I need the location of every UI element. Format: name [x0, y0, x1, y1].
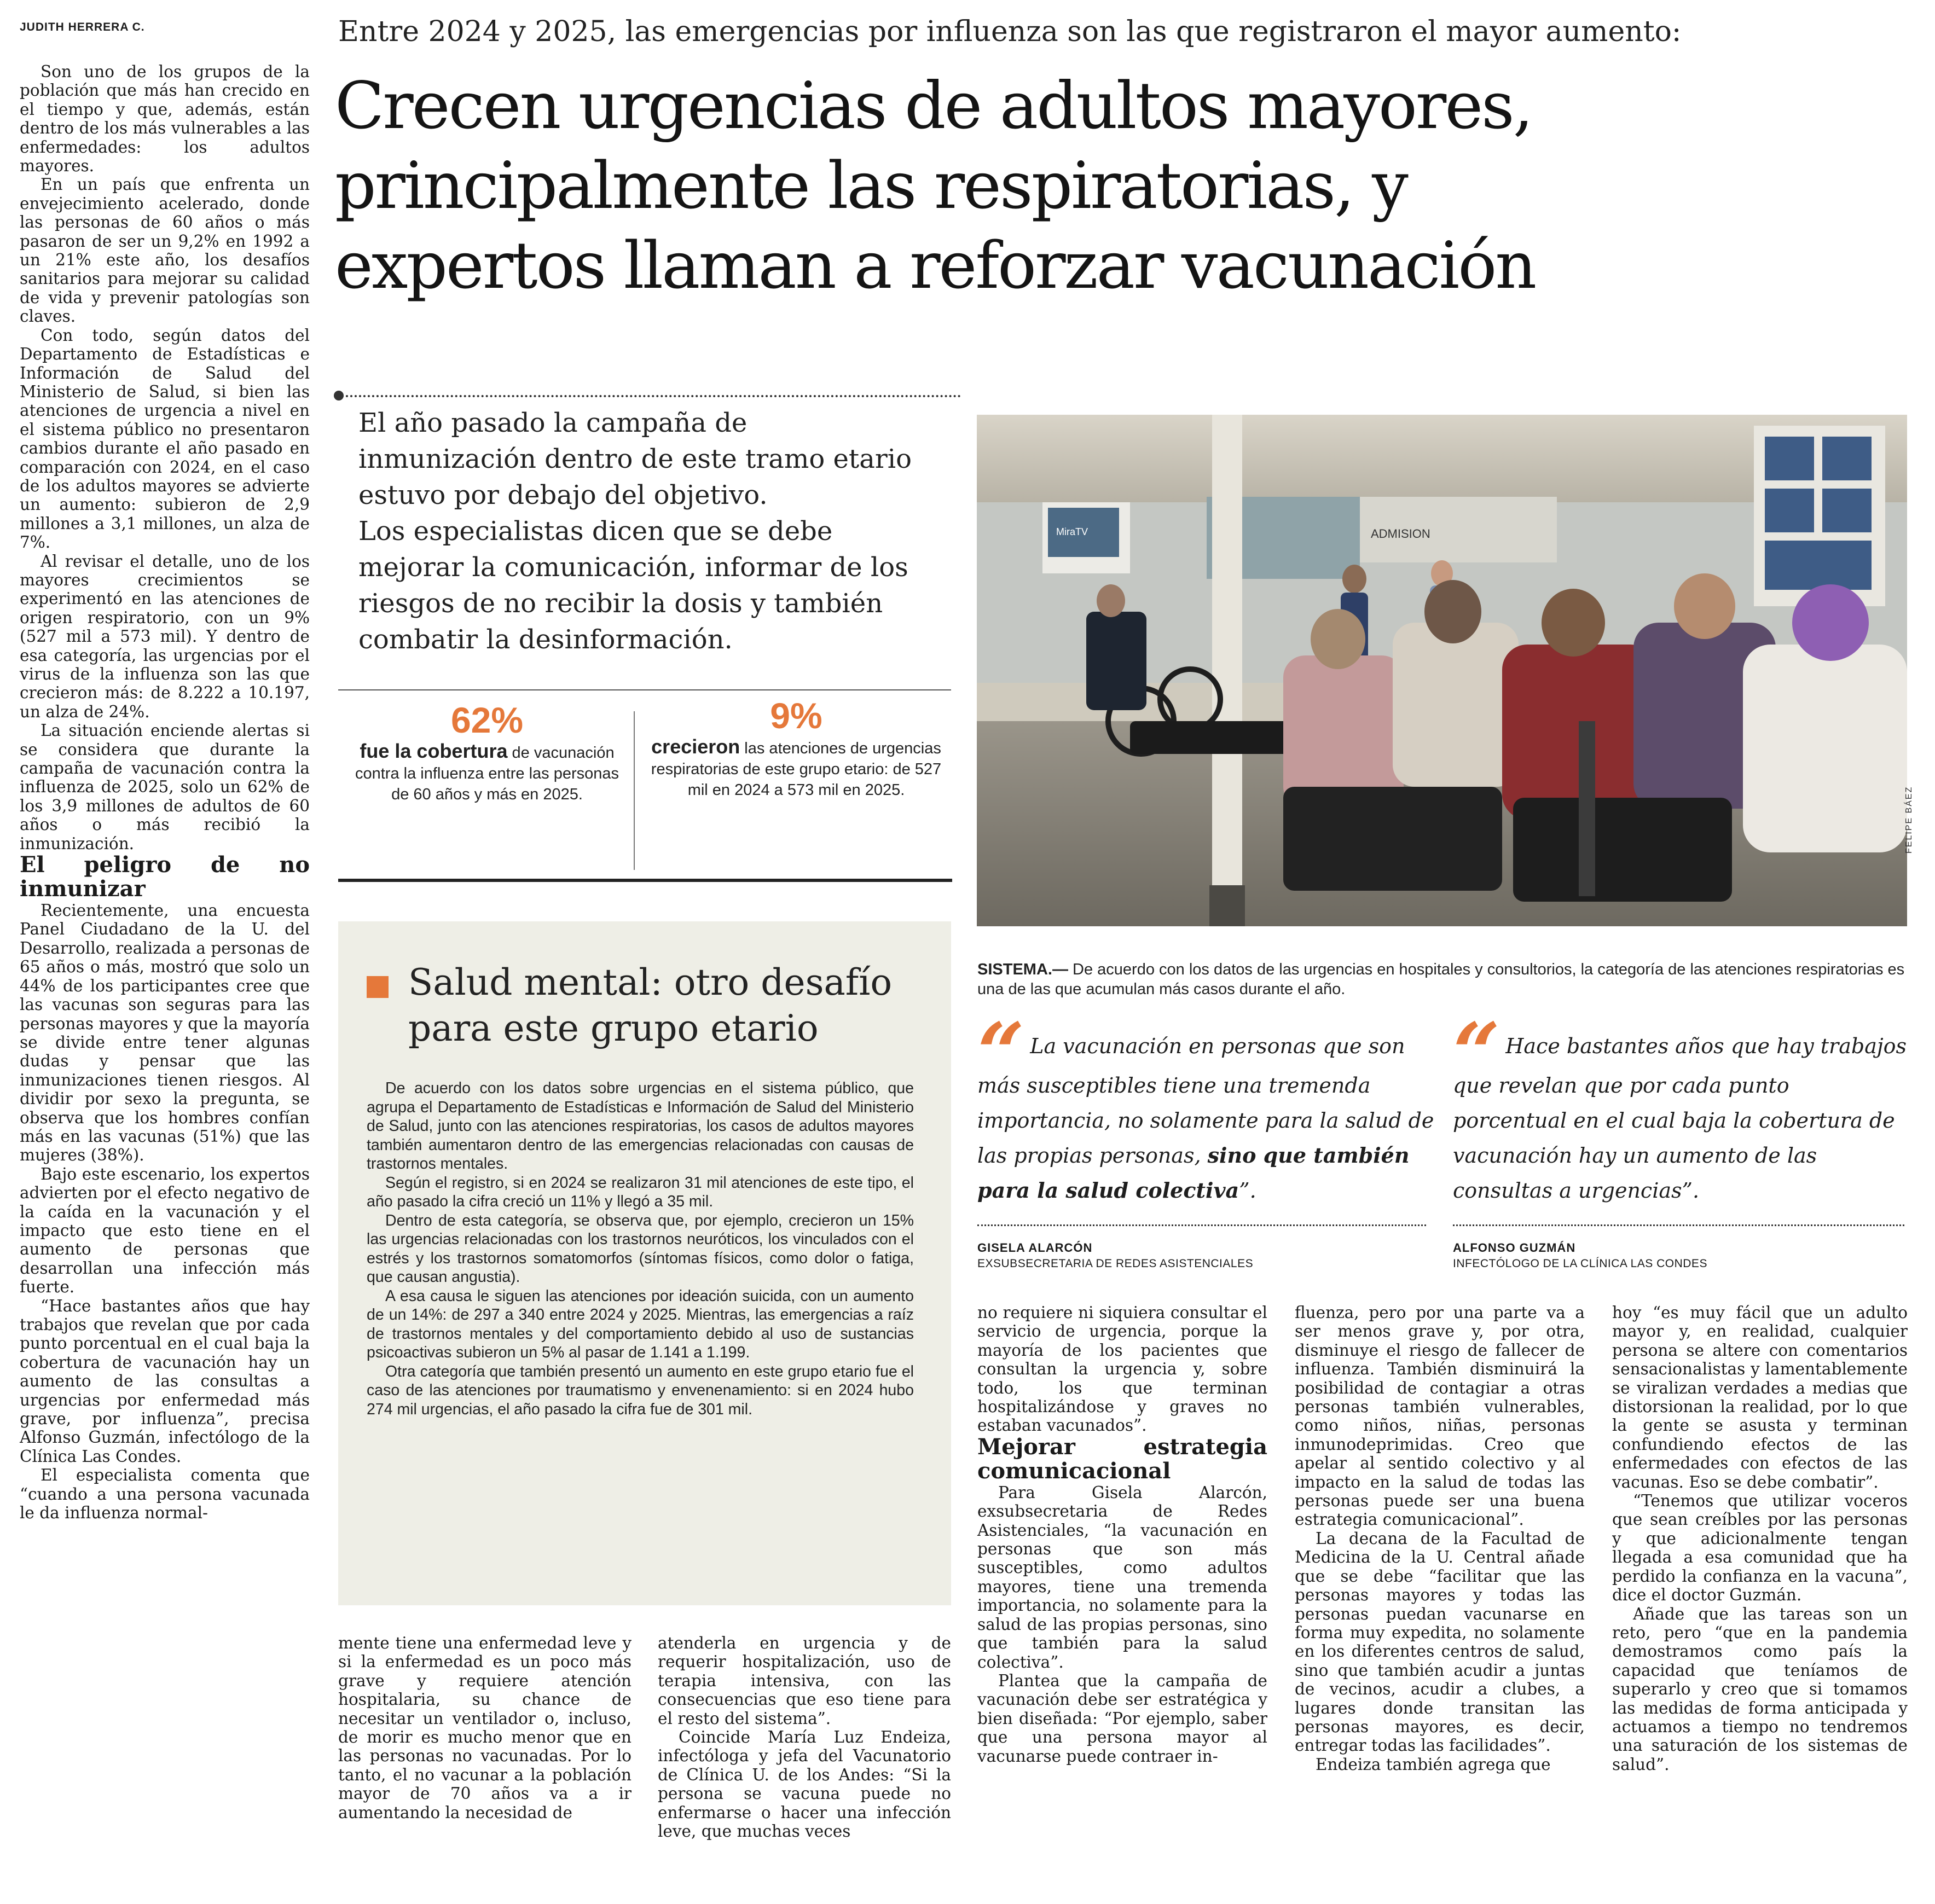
deck-line: mejorar la comunicación, informar de los: [358, 552, 908, 583]
col4-paragraph: Plantea que la campaña de vacunación debe ser estratégica y bien diseñada: “Por ejemplo, saber que una persona mayor al vacunarse puede contraer in-: [977, 1671, 1267, 1766]
photo-illustration: [977, 415, 1907, 926]
col4-subhead: Mejorar estrategia comunicacional: [977, 1433, 1267, 1484]
column-3: [658, 1634, 951, 1841]
quote-mark-icon: “: [977, 1005, 1025, 1101]
deck-line: combatir la desinformación.: [358, 624, 733, 655]
photo-sign-admision: ADMISION: [1371, 527, 1430, 541]
quote-end: ”.: [1239, 1179, 1256, 1203]
quote-text: La vacunación en personas que son más susceptibles tiene una tremenda importancia, no solamente para la salud de las propias personas,: [977, 1034, 1434, 1168]
box-paragraph: A esa causa le siguen las atenciones por ideación suicida, con un aumento de un 14%: de 297 a 340 entre 2024 y 2025. Mientras, las emergencias a raíz de trastornos mentales y del comportamiento debido al uso de sustancias psicoactivas subieron un 5% al pasar de 1.141 a 1.199.: [367, 1287, 914, 1361]
col4-paragraph: Para Gisela Alarcón, exsubsecretaria de Redes Asistenciales, “la vacunación en personas que son más susceptibles, como adultos mayores, tiene una tremenda importancia, no solamente para la salud de las propias personas, sino que también para la salud colectiva”.: [977, 1483, 1267, 1671]
stats-divider: [634, 711, 635, 870]
sidebar-box: [338, 921, 951, 1605]
stat-value: 9%: [770, 695, 822, 736]
pull-quote-1: [977, 1005, 1437, 1208]
deck-line: estuvo por debajo del objetivo.: [358, 480, 768, 510]
deck: [358, 405, 912, 658]
col5-paragraph: La decana de la Facultad de Medicina de la U. Central añade que se debe “facilitar que las personas mayores y todas las personas puedan vacunarse en forma muy expedita, no solamente en los diferentes centros de salud, sino que también acudir a juntas de vecinos, acudir a clubes, a lugares donde transitan las personas mayores, es decir, entregar todas las facilidades”.: [1295, 1529, 1585, 1755]
divider-dot: [334, 391, 344, 400]
col1-paragraph: Son uno de los grupos de la población que más han crecido en el tiempo y que, además, están dentro de los más vulnerables a las enfermedades: los adultos mayores.: [20, 62, 310, 176]
stat-text: de vacunación contra la influenza entre las personas de 60 años y más en 2025.: [355, 744, 619, 803]
col1-paragraph: Bajo este escenario, los expertos advierten por el efecto negativo de la caída en la vacunación y el impacto que esto tiene en el aumento de personas que desarrollan una infección más fuerte.: [20, 1164, 310, 1297]
column-1: [20, 62, 310, 1522]
quote-2-role: INFECTÓLOGO DE LA CLÍNICA LAS CONDES: [1453, 1257, 1707, 1270]
stat-value: 62%: [450, 700, 524, 740]
box-title-line: Salud mental: otro desafío: [408, 961, 893, 1003]
box-square-icon: [367, 976, 389, 998]
stat-bold: crecieron: [651, 735, 740, 758]
stats-bottom-rule: [338, 879, 952, 882]
quote-1-name: GISELA ALARCÓN: [977, 1241, 1093, 1255]
pull-quote-2: [1453, 1005, 1907, 1208]
column-2: [338, 1634, 632, 1822]
caption-label: SISTEMA.—: [977, 961, 1068, 978]
photo-waiting-room: [977, 415, 1907, 926]
col1-paragraph: El especialista comenta que “cuando a una persona vacunada le da influenza normal-: [20, 1466, 310, 1523]
col5-paragraph: Endeiza también agrega que: [1316, 1755, 1551, 1774]
quote-2-name: ALFONSO GUZMÁN: [1453, 1241, 1576, 1255]
box-title-line: para este grupo etario: [408, 1007, 819, 1049]
deck-line: El año pasado la campaña de: [358, 408, 748, 438]
quote-1-role: EXSUBSECRETARIA DE REDES ASISTENCIALES: [977, 1257, 1254, 1270]
column-6: [1612, 1303, 1908, 1774]
col4-paragraph: no requiere ni siquiera consultar el servicio de urgencia, porque la mayoría de los pacientes que consultan la urgencia y, sobre todo, los que terminan hospitalizándose y graves no estaban vacunados”.: [977, 1303, 1267, 1435]
col1-paragraph: La situación enciende alertas si se considera que durante la campaña de vacunación contra la influenza de 2025, solo un 62% de los 3,9 millones de adultos de 60 años o más recibió la inmunización.: [20, 721, 310, 853]
quote-text: Hace bastantes años que hay trabajos que revelan que por cada punto porcentual en el cual baja la cobertura de vacunación hay un aumento de las consultas a urgencias”.: [1453, 1034, 1907, 1203]
headline-line-1: Crecen urgencias de adultos mayores,: [335, 68, 1532, 143]
stat-bold: fue la cobertura: [360, 740, 508, 762]
stat-description: [648, 736, 944, 800]
col1-paragraph: Recientemente, una encuesta Panel Ciudadano de la U. del Desarrollo, realizada a personas de 65 años o más, mostró que solo un 44% de los participantes cree que las vacunas son seguras para las personas mayores y que la mayoría se divide entre tener algunas dudas y pensar que las inmunizaciones tienen riesgos. Al dividir por sexo la pregunta, se observa que los hombres confían más en las vacunas (51%) que las mujeres (38%).: [20, 901, 310, 1165]
column-4: [977, 1303, 1267, 1766]
col3-paragraph: Coincide María Luz Endeiza, infectóloga y jefa del Vacunatorio de Clínica U. de los Andes: “Si la persona se vacuna puede no enfermarse o hacer una infección leve, que muchas veces: [658, 1728, 951, 1841]
col1-paragraph: Al revisar el detalle, uno de los mayores crecimientos se experimentó en las atenciones de origen respiratorio, con un 9% (527 mil a 573 mil). Y dentro de esa categoría, las urgencias por el virus de la influenza son las que crecieron más: de 8.222 a 10.197, un alza de 24%.: [20, 552, 310, 721]
box-title: [408, 960, 892, 1052]
col3-paragraph: atenderla en urgencia y de requerir hospitalización, uso de terapia intensiva, con las consecuencias que eso tiene para el resto del sistema”.: [658, 1634, 951, 1728]
col1-subhead: El peligro de no inmunizar: [20, 852, 310, 902]
deck-line: inmunización dentro de este tramo etario: [358, 444, 912, 474]
col1-paragraph: En un país que enfrenta un envejecimiento acelerado, donde las personas de 60 años o más pasaron de ser un 9,2% en 1992 a un 21% este año, los desafíos sanitarios para mejorar su calidad de vida y prevenir patologías son claves.: [20, 175, 310, 326]
col2-paragraph: mente tiene una enfermedad leve y si la enfermedad es un poco más grave y requiere atención hospitalaria, su chance de necesitar un ventilador o, incluso, de morir es mucho menor que en las personas no vacunadas. Por lo tanto, el no vacunar a la población mayor de 70 años va a ir aumentando la necesidad de: [338, 1634, 632, 1822]
byline: JUDITH HERRERA C.: [20, 21, 145, 33]
stat-box-1: [350, 699, 624, 805]
deck-line: riesgos de no recibir la dosis y también: [358, 588, 883, 619]
quote-bold: sino que también para la salud colectiva: [977, 1143, 1410, 1203]
photo-sign-tv: MiraTV: [1056, 526, 1088, 537]
col6-paragraph: “Tenemos que utilizar voceros que sean creíbles por las personas y que adicionalmente tengan llegada a esa comunidad que ha perdido la confianza en la vacuna”, dice el doctor Guzmán.: [1612, 1491, 1908, 1605]
headline-line-3: expertos llaman a reforzar vacunación: [335, 228, 1536, 303]
quote-2-divider: [1453, 1224, 1904, 1226]
headline-line-2: principalmente las respiratorias, y: [335, 148, 1407, 223]
quote-1-divider: [977, 1224, 1426, 1226]
col5-paragraph: fluenza, pero por una parte va a ser menos grave y, por otra, disminuye el riesgo de fallecer de influenza. También disminuirá la posibilidad de contagiar a otras personas también vulnerables, como niños, niñas, personas inmunodeprimidas. Creo que apelar al sentido colectivo y al impacto en la salud de todas las personas puede ser una buena estrategia comunicacional”.: [1295, 1303, 1585, 1529]
box-paragraph: Otra categoría que también presentó un aumento en este grupo etario fue el caso de las atenciones por traumatismo y envenenamiento: si en 2024 hubo 274 mil urgencias, el año pasado la cifra fue de 301 mil.: [367, 1362, 914, 1418]
box-body: [367, 1079, 914, 1419]
headline-divider: [337, 395, 961, 397]
caption-text: De acuerdo con los datos de las urgencias en hospitales y consultorios, la categoría de las atenciones respiratorias es una de las que acumulan más casos durante el año.: [977, 961, 1905, 998]
box-paragraph: Según el registro, si en 2024 se realizaron 31 mil atenciones de este tipo, el año pasado la cifra creció un 11% y llegó a 35 mil.: [367, 1174, 914, 1210]
stat-description: [350, 741, 624, 805]
photo-caption: [977, 960, 1908, 999]
photo-credit: FELIPE BÁEZ: [1904, 786, 1914, 854]
kicker: Entre 2024 y 2025, las emergencias por influenza son las que registraron el mayor aumento:: [338, 15, 1682, 48]
deck-line: Los especialistas dicen que se debe: [358, 516, 833, 547]
headline: [335, 66, 1535, 305]
quote-mark-icon: “: [1453, 1005, 1501, 1101]
col6-paragraph: Añade que las tareas son un reto, pero “que en la pandemia demostramos como país la capacidad que teníamos de superarlo y creo que si tomamos las medidas de forma anticipada y actuamos a tiempo no tendremos una saturación de los sistemas de salud”.: [1612, 1604, 1908, 1774]
col6-paragraph: hoy “es muy fácil que un adulto mayor y, en realidad, cualquier persona se altere con comentarios sensacionalistas y lamentablemente se viralizan verdades a medias que distorsionan la realidad, por lo que la gente se asusta y terminan confundiendo efectos de las enfermedades con efectos de las vacunas. Eso se debe combatir”.: [1612, 1303, 1908, 1491]
stat-text: las atenciones de urgencias respiratorias de este grupo etario: de 527 mil en 2024 a 573 mil en 2025.: [651, 740, 942, 799]
stats-top-rule: [338, 689, 951, 690]
box-paragraph: De acuerdo con los datos sobre urgencias en el sistema público, que agrupa el Departamento de Estadísticas e Información de Salud del Ministerio de Salud, junto con las atenciones respiratorias, los casos de adultos mayores también aumentaron dentro de las emergencias relacionadas con causas de trastornos mentales.: [367, 1079, 914, 1172]
stat-box-2: [648, 695, 944, 800]
box-paragraph: Dentro de esta categoría, se observa que, por ejemplo, crecieron un 15% las urgencias relacionadas con los trastornos neuróticos, los vinculados con el estrés y los trastornos somatomorfos (síntomas físicos, como dolor o fatiga, que causan angustia).: [367, 1211, 914, 1286]
column-5: [1295, 1303, 1585, 1774]
col1-paragraph: “Hace bastantes años que hay trabajos que revelan que por cada punto porcentual en el cual baja la cobertura de vacunación hay un aumento de las consultas a urgencias por enfermedad más grave, por influenza”, precisa Alfonso Guzmán, infectólogo de la Clínica Las Condes.: [20, 1296, 310, 1466]
col1-paragraph: Con todo, según datos del Departamento de Estadísticas e Información de Salud del Ministerio de Salud, si bien las atenciones de urgencia a nivel en el sistema público no presentaron cambios durante el año pasado en comparación con 2024, en el caso de los adultos mayores se advierte un aumento: subieron de 2,9 millones a 3,1 millones, un alza de 7%.: [20, 326, 310, 552]
